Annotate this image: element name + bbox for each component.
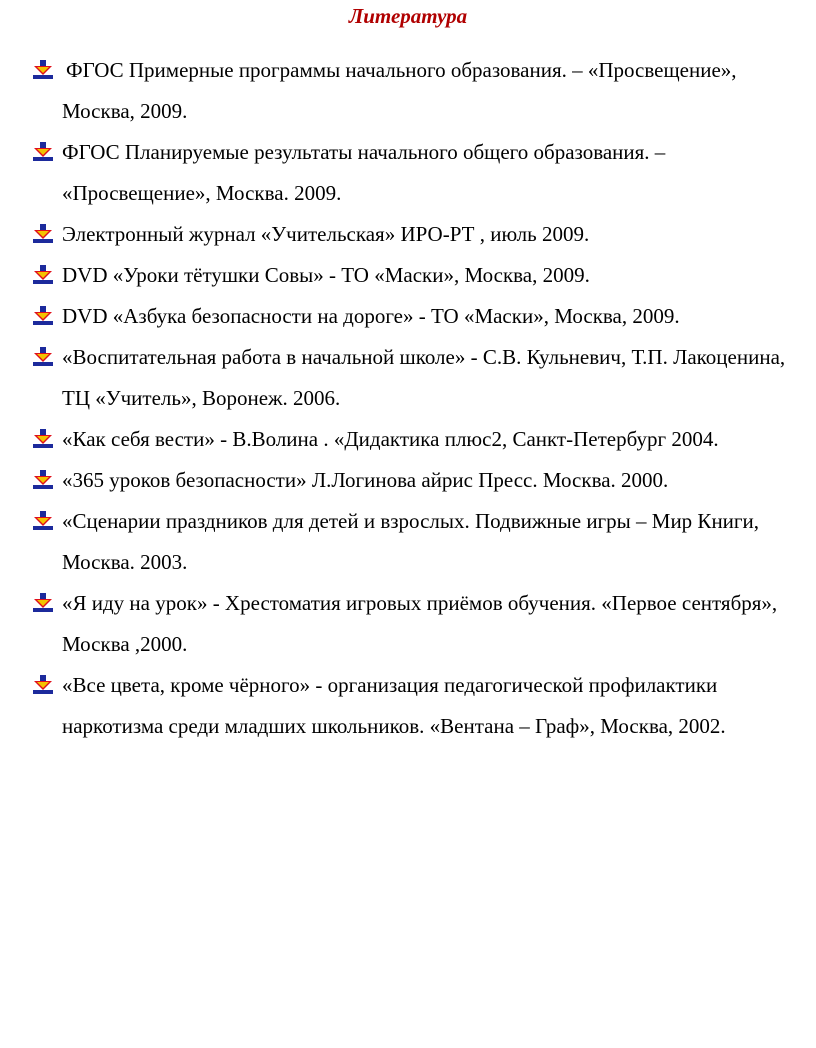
- list-item-text: ФГОС Примерные программы начального образования. – «Просвещение», Москва, 2009.: [62, 58, 737, 123]
- list-item-text: DVD «Уроки тётушки Совы» - ТО «Маски», Москва, 2009.: [62, 263, 590, 287]
- arrow-down-bullet-icon: [32, 60, 54, 80]
- arrow-down-bullet-icon: [32, 142, 54, 162]
- arrow-down-bullet-icon: [32, 265, 54, 285]
- arrow-down-bullet-icon: [32, 306, 54, 326]
- list-item: [0, 132, 816, 214]
- list-item-text: «Все цвета, кроме чёрного» - организация педагогической профилактики наркотизма среди младших школьников. «Вентана – Граф», Москва, 2002.: [62, 673, 726, 738]
- list-item: [0, 296, 816, 337]
- page-title: Литература: [348, 4, 468, 28]
- arrow-down-bullet-icon: [32, 347, 54, 367]
- arrow-down-bullet-icon: [32, 593, 54, 613]
- list-item: [0, 255, 816, 296]
- list-item-text: «Сценарии праздников для детей и взрослых. Подвижные игры – Мир Книги, Москва. 2003.: [62, 509, 760, 574]
- list-item-text: «Воспитательная работа в начальной школе» - С.В. Кульневич, Т.П. Лакоценина, ТЦ «Учитель», Воронеж. 2006.: [62, 345, 786, 410]
- list-item: [0, 419, 816, 460]
- list-item: [0, 214, 816, 255]
- arrow-down-bullet-icon: [32, 429, 54, 449]
- list-item-text: «Как себя вести» - В.Волина . «Дидактика плюс2, Санкт-Петербург 2004.: [62, 427, 719, 451]
- list-item: [0, 501, 816, 583]
- list-item: [0, 583, 816, 665]
- arrow-down-bullet-icon: [32, 511, 54, 531]
- list-item-text: «365 уроков безопасности» Л.Логинова айрис Пресс. Москва. 2000.: [62, 468, 669, 492]
- arrow-down-bullet-icon: [32, 470, 54, 490]
- list-item-text: DVD «Азбука безопасности на дороге» - ТО «Маски», Москва, 2009.: [62, 304, 680, 328]
- list-item-text: «Я иду на урок» - Хрестоматия игровых приёмов обучения. «Первое сентября», Москва ,2000.: [62, 591, 778, 656]
- bibliography-list: [0, 50, 816, 747]
- list-item: [0, 665, 816, 747]
- list-item-text: Электронный журнал «Учительская» ИРО-РТ , июль 2009.: [62, 222, 590, 246]
- arrow-down-bullet-icon: [32, 675, 54, 695]
- arrow-down-bullet-icon: [32, 224, 54, 244]
- list-item: [0, 50, 816, 132]
- list-item: [0, 337, 816, 419]
- list-item: [0, 460, 816, 501]
- list-item-text: ФГОС Планируемые результаты начального общего образования. – «Просвещение», Москва. 2009.: [62, 140, 666, 205]
